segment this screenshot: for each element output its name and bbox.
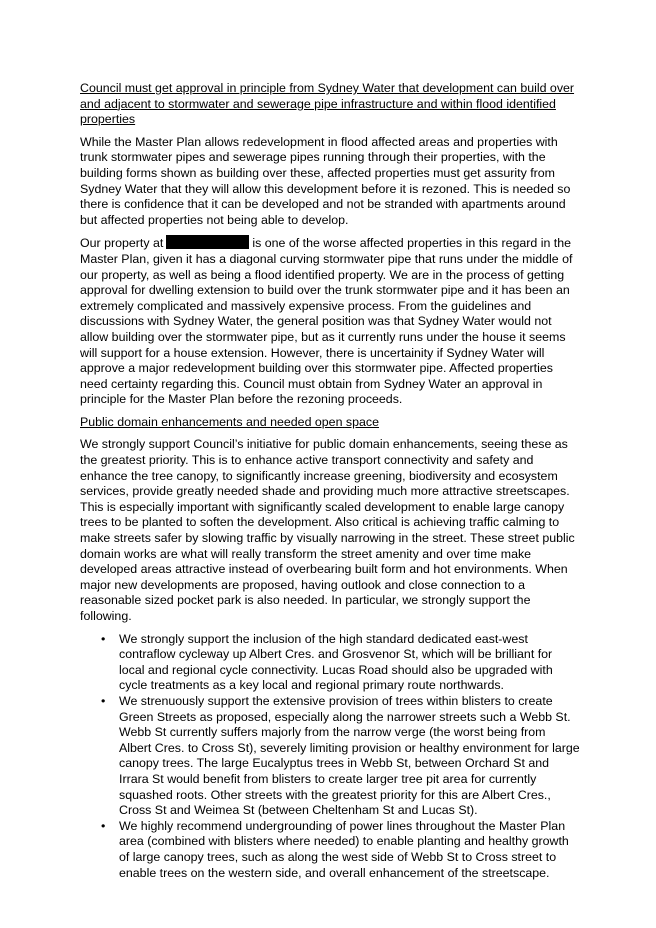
bullet-icon: •	[101, 818, 106, 833]
section-heading-approval: Council must get approval in principle from Sydney Water that development can build over and adjacent to stormwater and sewerage pipe infrastructure and within flood identified properties	[80, 81, 575, 127]
list-item-text: We highly recommend undergrounding of power lines throughout the Master Plan area (combined with blisters where needed) to enable planting and healthy growth of large canopy trees, such as along the west side of Webb St to Cross street to enable trees on the western side, and overall enhancement of the streetscape.	[119, 818, 569, 880]
paragraph-public-domain: We strongly support Council’s initiative for public domain enhancements, seeing these as the greatest priority. This is to enhance active transport connectivity and safety and enhance the tree canopy, to significantly increase greening, biodiversity and ecosystem services, provide greatly needed shade and providing much more attractive streetscapes. This is especially important with significantly scaled development to enable large canopy trees to be planted to soften the development. Also critical is achieving traffic calming to make streets safer by slowing traffic by visually narrowing in the street. These street public domain works are what will really transform the street amenity and over time make developed areas attractive instead of overbearing built form and hot environments. When major new developments are proposed, having outlook and close connection to a reasonable sized pocket park is also needed. In particular, we strongly support the following.	[80, 437, 575, 623]
section-heading-public-domain: Public domain enhancements and needed open space	[80, 414, 379, 429]
recommendations-list	[80, 632, 580, 882]
list-item-text: We strenuously support the extensive provision of trees within blisters to create Green Streets as proposed, especially along the narrower streets such a Webb St. Webb St currently suffers majorly from the narrow verge (the worst being from Albert Cres. to Cross St), severely limiting provision or healthy environment for large canopy trees. The large Eucalyptus trees in Webb St, between Orchard St and Irrara St would benefit from blisters to create larger tree pit area for currently squashed roots. Other streets with the greatest priority for this are Albert Cres., Cross St and Weimea St (between Cheltenham St and Lucas St).	[119, 693, 580, 818]
paragraph-master-plan-flood: While the Master Plan allows redevelopment in flood affected areas and properties with trunk stormwater pipes and sewerage pipes running through their properties, with the building forms shown as building over these, affected properties must get assurity from Sydney Water that they will allow this development before it is rezoned. This is needed so there is confidence that it can be developed and not be stranded with apartments around but affected properties not being able to develop.	[80, 134, 571, 227]
bullet-icon: •	[101, 631, 106, 646]
document-page	[80, 81, 580, 881]
list-item	[80, 694, 580, 819]
paragraph-our-property-rest: is one of the worse affected properties in this regard in the Master Plan, given it has a diagonal curving stormwater pipe that runs under the middle of our property, as well as being a flood identified property. We are in the process of getting approval for dwelling extension to build over the trunk stormwater pipe and it has been an extremely complicated and massively expensive process. From the guidelines and discussions with Sydney Water, the general position was that Sydney Water would not allow building over the stormwater pipe, but as it currently runs under the house it seems will support for a house extension. However, there is uncertainity if Sydney Water will approve a major redevelopment building over this stormwater pipe. Affected properties need certainty regarding this. Council must obtain from Sydney Water an approval in principle for the Master Plan before the rezoning proceeds.	[80, 236, 573, 407]
paragraph-our-property-start: Our property at	[80, 236, 164, 251]
paragraph-our-property	[80, 235, 580, 408]
list-item	[80, 819, 580, 881]
list-item	[80, 632, 580, 694]
bullet-icon: •	[101, 693, 106, 708]
redacted-address-box	[166, 235, 249, 249]
list-item-text: We strongly support the inclusion of the high standard dedicated east-west contraflow cycleway up Albert Cres. and Grosvenor St, which will be brilliant for local and regional cycle connectivity. Lucas Road should also be upgraded with cycle treatments as a key local and regional primary route northwards.	[119, 631, 553, 693]
